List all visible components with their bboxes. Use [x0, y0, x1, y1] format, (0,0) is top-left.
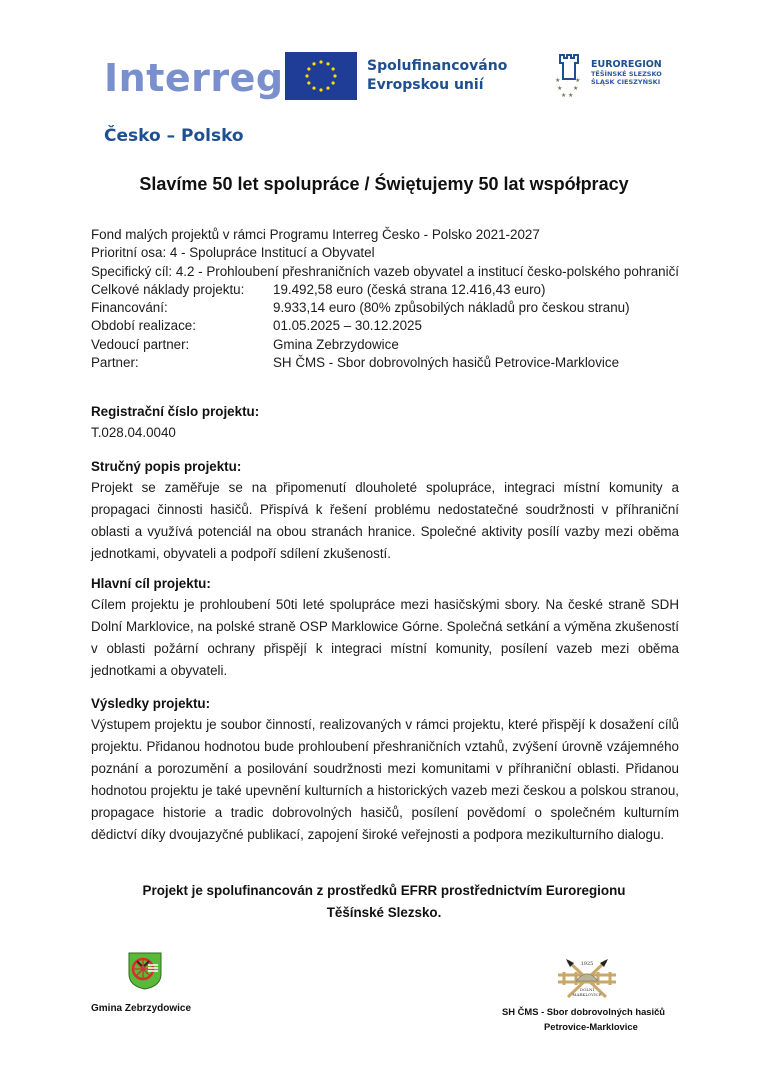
- main-goal-section: [91, 574, 679, 682]
- eu-star: [305, 74, 308, 77]
- detail-row: [91, 317, 681, 335]
- euroregion-line1: TĚŠÍNSKÉ SLEZSKO: [591, 70, 662, 78]
- detail-value: 9.933,14 euro (80% způsobilých nákladů pro českou stranu): [273, 300, 630, 316]
- sh-logo-text1: DOLNÍ: [579, 987, 595, 992]
- eu-star: [332, 81, 335, 84]
- summary-section: [91, 457, 679, 565]
- detail-value: 19.492,58 euro (česká strana 12.416,43 euro): [273, 281, 546, 297]
- svg-text:★: ★: [555, 78, 561, 84]
- euroregion-logo: [553, 52, 673, 100]
- detail-row: [91, 336, 681, 354]
- funding-note-line2: Těšínské Slezsko.: [326, 905, 442, 920]
- document-title: Slavíme 50 let spolupráce / Świętujemy 50 lat współpracy: [139, 174, 629, 194]
- main-goal-text: Cílem projektu je prohloubení 50ti leté spolupráce mezi hasičskými sbory. Na české straně SDH Dolní Marklovice, na polské straně OSP Marklowice Górne. Společná setkání a výměna zkušeností v oblasti požární ochrany přispějí k integraci místní komunity, posílení vazeb mezi oběma jednotkami a obyvateli.: [91, 597, 679, 678]
- sh-logo-year: 1925: [580, 961, 594, 967]
- intro-line: Fond malých projektů v rámci Programu Interreg Česko - Polsko 2021-2027: [91, 227, 540, 242]
- partner-label-sh-line1: SH ČMS - Sbor dobrovolných hasičů: [502, 1006, 666, 1017]
- registration-heading: Registrační číslo projektu:: [91, 404, 260, 419]
- eu-star: [312, 87, 315, 90]
- sh-logo-text2: MARKLOVICE: [572, 992, 602, 997]
- eu-star: [307, 81, 310, 84]
- registration-section: [91, 402, 679, 444]
- detail-value: SH ČMS - Sbor dobrovolných hasičů Petrovice-Marklovice: [273, 355, 620, 371]
- euroregion-line2: ŚLĄSK CIESZYŃSKI: [591, 78, 661, 86]
- eu-cofinanced-text: [367, 57, 507, 95]
- svg-text:★: ★: [568, 93, 574, 98]
- eu-star: [326, 87, 329, 90]
- results-heading: Výsledky projektu:: [91, 696, 211, 711]
- tower-icon: [553, 52, 583, 98]
- detail-row: [91, 354, 681, 372]
- eu-star: [333, 74, 336, 77]
- results-section: [91, 694, 679, 846]
- detail-label: Celkové náklady projektu:: [91, 281, 245, 297]
- interreg-logo: Interreg: [104, 56, 284, 100]
- main-goal-heading: Hlavní cíl projektu:: [91, 576, 211, 591]
- summary-heading: Stručný popis projektu:: [91, 459, 242, 474]
- funding-note-line1: Projekt je spolufinancován z prostředků EFRR prostřednictvím Euroregionu: [142, 883, 626, 898]
- svg-text:★: ★: [561, 93, 567, 98]
- intro-line: Prioritní osa: 4 - Spolupráce Institucí a Obyvatel: [91, 245, 375, 261]
- detail-value: 01.05.2025 – 30.12.2025: [273, 318, 422, 334]
- eu-star: [326, 62, 329, 65]
- project-info: [91, 226, 681, 372]
- detail-row: [91, 299, 681, 317]
- interreg-subtitle: Česko – Polsko: [104, 126, 244, 146]
- eu-star: [319, 88, 322, 91]
- partner-label-gmina: Gmina Zebrzydowice: [91, 1003, 192, 1014]
- detail-row: [91, 281, 681, 299]
- euroregion-title: EUROREGION: [591, 59, 662, 70]
- partner-label-sh: [502, 1004, 687, 1034]
- detail-value: Gmina Zebrzydowice: [273, 336, 399, 352]
- results-text: Výstupem projektu je soubor činností, realizovaných v rámci projektu, které přispějí k dosažení cílů projektu. Přidanou hodnotou bude prohloubení přeshraničních vztahů, zvýšení úrovně vzájemného poznání a porozumění a posilování soudržnosti mezi komunitami v příhraniční oblasti. Přidanou hodnotou projektu je také upevnění kulturních a historických vazeb mezi českou a polskou stranou, propagace historie a tradic dobrovolných hasičů, posílení povědomí o společném kulturním dědictví díky dvoujazyčné publikací, zapojení široké veřejnosti a podpora mezikulturního dialogu.: [91, 717, 679, 842]
- detail-label: Financování:: [91, 300, 168, 316]
- eu-text-line1: Spolufinancováno: [367, 58, 508, 74]
- detail-label: Vedoucí partner:: [91, 336, 190, 352]
- sh-cms-logo-icon: [556, 955, 618, 999]
- svg-text:★: ★: [573, 86, 579, 92]
- eu-star: [319, 60, 322, 63]
- svg-text:★: ★: [575, 78, 581, 84]
- eu-flag-icon: [285, 52, 357, 100]
- detail-label: Partner:: [91, 355, 139, 371]
- eu-star: [332, 67, 335, 70]
- summary-text: Projekt se zaměřuje se na připomenutí dlouholeté spolupráce, integraci místní komunity a propagaci činnosti hasičů. Přispívá k řešení problému nedostatečné soudržnosti v příhraniční oblasti a využívá potenciál na obou stranách hranice. Společné aktivity posílí vazby mezi oběma jednotkami, obyvateli a podpoří sdílení zkušeností.: [91, 480, 679, 561]
- eu-star: [307, 67, 310, 70]
- partner-label-sh-line2: Petrovice-Marklovice: [544, 1021, 638, 1032]
- intro-line: Specifický cíl: 4.2 - Prohloubení přeshraničních vazeb obyvatel a institucí česko-polského pohraničí: [91, 263, 680, 279]
- funding-note: [0, 880, 768, 924]
- registration-number: T.028.04.0040: [91, 425, 176, 440]
- eu-text-line2: Evropskou unií: [367, 77, 484, 93]
- svg-text:★: ★: [557, 86, 563, 92]
- gmina-coat-of-arms-icon: [128, 952, 162, 990]
- eu-star: [312, 62, 315, 65]
- detail-label: Období realizace:: [91, 318, 196, 334]
